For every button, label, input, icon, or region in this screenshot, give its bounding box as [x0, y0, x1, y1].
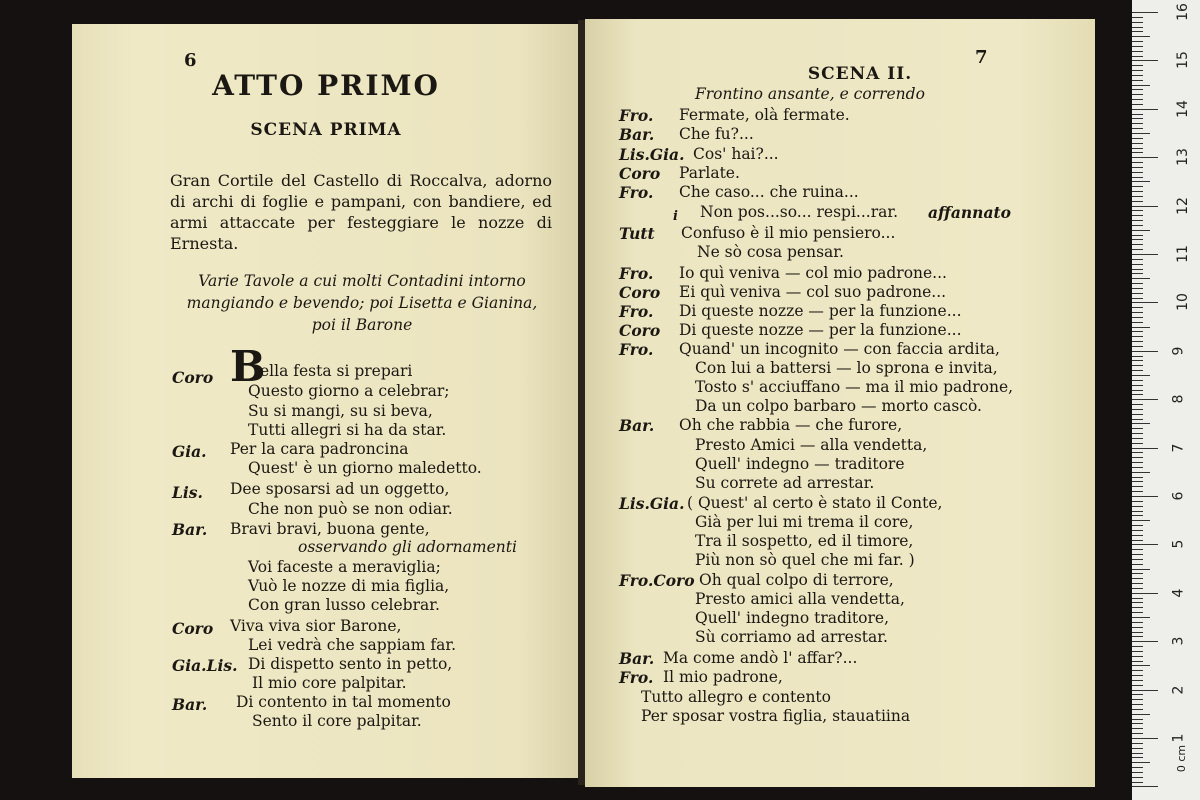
- ruler-tick: [1132, 196, 1143, 197]
- ruler-tick: [1132, 428, 1143, 429]
- speaker: Fro.: [619, 302, 654, 321]
- ruler-tick: [1132, 365, 1143, 366]
- ruler-tick: [1132, 177, 1143, 178]
- ruler-tick: [1132, 172, 1143, 173]
- verse-line: Di dispetto sento in petto,: [248, 655, 453, 673]
- ruler-tick: [1132, 273, 1143, 274]
- ruler-tick: [1132, 148, 1143, 149]
- speaker: Fro.: [619, 106, 654, 125]
- page-number: 7: [975, 47, 988, 68]
- ruler-tick: [1132, 399, 1158, 400]
- ruler-tick: [1132, 278, 1150, 279]
- ruler-number: 9: [1170, 346, 1187, 356]
- verse-line: Ei quì veniva — col suo padrone...: [679, 283, 947, 301]
- verse-line: Su si mangi, su si beva,: [248, 402, 433, 420]
- ruler-tick: [1132, 578, 1143, 579]
- speaker: Coro: [619, 283, 661, 302]
- ruler-number: 7: [1170, 443, 1187, 453]
- ruler-tick: [1132, 535, 1143, 536]
- ruler-tick: [1132, 573, 1143, 574]
- verse-line: Viva viva sior Barone,: [230, 617, 402, 635]
- ruler-tick: [1132, 414, 1143, 415]
- ruler-tick: [1132, 723, 1143, 724]
- ruler-tick: [1132, 75, 1143, 76]
- speaker: Bar.: [172, 695, 208, 714]
- ruler-tick: [1132, 496, 1158, 497]
- ruler-tick: [1132, 104, 1143, 105]
- ruler-tick: [1132, 777, 1143, 778]
- ruler-tick: [1132, 549, 1143, 550]
- ruler-tick: [1132, 704, 1143, 705]
- ruler-tick: [1132, 636, 1143, 637]
- scene-title: SCENA PRIMA: [250, 120, 402, 140]
- ruler-tick: [1132, 181, 1150, 182]
- speaker: Bar.: [619, 649, 655, 668]
- ruler-tick: [1132, 331, 1143, 332]
- ruler-tick: [1132, 753, 1143, 754]
- verse-line: Che non può se non odiar.: [248, 500, 453, 518]
- verse-line: Quest' è un giorno maledetto.: [248, 459, 482, 477]
- ruler-number: 8: [1170, 394, 1187, 404]
- ruler-tick: [1132, 283, 1143, 284]
- ruler-tick: [1132, 346, 1143, 347]
- ruler-tick: [1132, 438, 1143, 439]
- ruler-number: 11: [1174, 245, 1191, 263]
- ruler-unit: 0 cm: [1175, 744, 1189, 773]
- speaker: Gia.: [172, 442, 207, 461]
- verse-line: Lei vedrà che sappiam far.: [248, 636, 457, 654]
- verse-line: Questo giorno a celebrar;: [248, 382, 450, 400]
- ruler-tick: [1132, 733, 1143, 734]
- verse-line: Bravi bravi, buona gente,: [230, 520, 430, 538]
- ruler-tick: [1132, 690, 1158, 691]
- verse-line: Su correte ad arrestar.: [695, 474, 875, 492]
- ruler-tick: [1132, 27, 1143, 28]
- verse-line: Quell' indegno traditore,: [695, 609, 889, 627]
- verse-line: Di queste nozze — per la funzione...: [679, 321, 962, 339]
- verse-line: Voi faceste a meraviglia;: [248, 558, 441, 576]
- verse-line: ella festa si prepari: [260, 362, 413, 380]
- ruler-tick: [1132, 244, 1143, 245]
- ruler-tick: [1132, 515, 1143, 516]
- ruler-tick: [1132, 786, 1158, 787]
- ruler-tick: [1132, 152, 1143, 153]
- ruler-tick: [1132, 477, 1143, 478]
- ruler-tick: [1132, 452, 1143, 453]
- verse-line: Tra il sospetto, ed il timore,: [695, 532, 914, 550]
- ruler-tick: [1132, 60, 1158, 61]
- ruler-tick: [1132, 17, 1143, 18]
- ruler-tick: [1132, 486, 1143, 487]
- speaker: Fro.: [619, 340, 654, 359]
- speaker: Bar.: [619, 416, 655, 435]
- verse-line: Più non sò quel che mi far. ): [695, 551, 915, 569]
- verse-line: Con gran lusso celebrar.: [248, 596, 440, 614]
- ruler-tick: [1132, 22, 1143, 23]
- ruler-tick: [1132, 341, 1143, 342]
- ruler-tick: [1132, 254, 1158, 255]
- ruler-tick: [1132, 269, 1143, 270]
- ruler-tick: [1132, 133, 1150, 134]
- page-number: 6: [184, 50, 197, 71]
- ruler-tick: [1132, 99, 1143, 100]
- ruler-tick: [1132, 607, 1143, 608]
- ruler-tick: [1132, 220, 1143, 221]
- ruler-number: 1: [1170, 733, 1187, 743]
- ruler-tick: [1132, 186, 1143, 187]
- ruler-number: 6: [1170, 491, 1187, 501]
- ruler-tick: [1132, 201, 1143, 202]
- stage-direction-inline: osservando gli adornamenti: [298, 538, 517, 556]
- verse-line: Presto amici alla vendetta,: [695, 590, 905, 608]
- ruler-tick: [1132, 123, 1143, 124]
- ruler-tick: [1132, 302, 1158, 303]
- measurement-ruler: [1132, 0, 1200, 800]
- ruler-tick: [1132, 544, 1158, 545]
- speaker: Gia.Lis.: [172, 656, 238, 675]
- ruler-tick: [1132, 419, 1143, 420]
- verse-line: Quand' un incognito — con faccia ardita,: [679, 340, 1000, 358]
- ruler-number: 16: [1174, 3, 1191, 21]
- ruler-tick: [1132, 748, 1143, 749]
- verse-line: Da un colpo barbaro — morto cascò.: [695, 397, 982, 415]
- verse-line: Di contento in tal momento: [236, 693, 451, 711]
- ruler-tick: [1132, 80, 1143, 81]
- ruler-tick: [1132, 593, 1158, 594]
- verse-line: Vuò le nozze di mia figlia,: [248, 577, 450, 595]
- ruler-tick: [1132, 559, 1143, 560]
- ruler-tick: [1132, 409, 1143, 410]
- ruler-tick: [1132, 293, 1143, 294]
- ruler-tick: [1132, 327, 1150, 328]
- ruler-number: 12: [1174, 196, 1191, 215]
- speaker: Lis.: [172, 483, 203, 502]
- speaker: Fro.: [619, 264, 654, 283]
- ruler-tick: [1132, 36, 1150, 37]
- ruler-tick: [1132, 767, 1143, 768]
- ruler-tick: [1132, 520, 1150, 521]
- ruler-tick: [1132, 680, 1143, 681]
- verse-line: Confuso è il mio pensiero...: [681, 224, 896, 242]
- ruler-tick: [1132, 506, 1143, 507]
- ruler-tick: [1132, 501, 1143, 502]
- ruler-tick: [1132, 443, 1143, 444]
- ruler-tick: [1132, 138, 1143, 139]
- ruler-tick: [1132, 757, 1143, 758]
- ruler-tick: [1132, 651, 1143, 652]
- ruler-tick: [1132, 230, 1150, 231]
- ruler-tick: [1132, 390, 1143, 391]
- ruler-tick: [1132, 448, 1158, 449]
- ruler-tick: [1132, 128, 1143, 129]
- ruler-tick: [1132, 665, 1150, 666]
- ruler-tick: [1132, 685, 1143, 686]
- ruler-tick: [1132, 554, 1143, 555]
- verse-line: Che fu?...: [679, 125, 754, 143]
- verse-line: Quell' indegno — traditore: [695, 455, 905, 473]
- ruler-tick: [1132, 641, 1158, 642]
- ruler-tick: [1132, 12, 1158, 13]
- verse-line: Già per lui mi trema il core,: [695, 513, 914, 531]
- ruler-tick: [1132, 298, 1143, 299]
- verse-line: Dee sposarsi ad un oggetto,: [230, 480, 450, 498]
- verse-line: Tutto allegro e contento: [641, 688, 831, 706]
- ruler-tick: [1132, 583, 1143, 584]
- verse-line: Oh che rabbia — che furore,: [679, 416, 903, 434]
- ruler-tick: [1132, 530, 1143, 531]
- speaker: Coro: [619, 321, 661, 340]
- speaker: Coro: [172, 619, 214, 638]
- scene-title: SCENA II.: [807, 64, 913, 84]
- ruler-tick: [1132, 118, 1143, 119]
- speaker: Coro: [172, 368, 214, 387]
- ruler-tick: [1132, 46, 1143, 47]
- ruler-tick: [1132, 360, 1143, 361]
- ruler-tick: [1132, 564, 1143, 565]
- ruler-tick: [1132, 588, 1143, 589]
- ruler-tick: [1132, 89, 1143, 90]
- verse-line: Tosto s' acciuffano — ma il mio padrone,: [695, 378, 1014, 396]
- verse-line: Non pos...so... respi...rar.: [700, 203, 898, 221]
- ruler-tick: [1132, 719, 1143, 720]
- ruler-tick: [1132, 714, 1150, 715]
- ruler-tick: [1132, 109, 1158, 110]
- ruler-tick: [1132, 656, 1143, 657]
- left-page: [72, 24, 580, 778]
- ruler-tick: [1132, 336, 1143, 337]
- ruler-tick: [1132, 540, 1143, 541]
- ruler-tick: [1132, 385, 1143, 386]
- verse-line: Di queste nozze — per la funzione...: [679, 302, 962, 320]
- ruler-tick: [1132, 31, 1143, 32]
- ruler-tick: [1132, 598, 1143, 599]
- ruler-number: 14: [1174, 99, 1191, 118]
- ruler-tick: [1132, 206, 1158, 207]
- ruler-tick: [1132, 94, 1143, 95]
- act-title: ATTO PRIMO: [212, 69, 440, 102]
- ruler-tick: [1132, 617, 1150, 618]
- ruler-tick: [1132, 743, 1143, 744]
- ruler-tick: [1132, 351, 1158, 352]
- ruler-tick: [1132, 307, 1143, 308]
- ruler-tick: [1132, 70, 1143, 71]
- verse-line: Il mio padrone,: [663, 668, 783, 686]
- stage-direction-inline: affannato: [928, 203, 1011, 222]
- speaker: Tutt: [619, 224, 655, 243]
- stage-direction: Frontino ansante, e correndo: [695, 85, 925, 103]
- ruler-tick: [1132, 322, 1143, 323]
- ruler-tick: [1132, 404, 1143, 405]
- ruler-tick: [1132, 472, 1150, 473]
- ruler-tick: [1132, 511, 1143, 512]
- setting-description: Gran Cortile del Castello di Roccalva, adorno di archi di foglie e pampani, con bandiere, ed armi attaccate per festeggiare le nozze di Ernesta.: [170, 171, 552, 253]
- ruler-tick: [1132, 632, 1143, 633]
- verse-line: Parlate.: [679, 164, 740, 182]
- speaker: Bar.: [172, 520, 208, 539]
- ruler-tick: [1132, 370, 1143, 371]
- ruler-number: 2: [1170, 685, 1187, 695]
- speaker: Fro.: [619, 183, 654, 202]
- ruler-tick: [1132, 249, 1143, 250]
- verse-line: Oh qual colpo di terrore,: [699, 571, 894, 589]
- ruler-tick: [1132, 264, 1143, 265]
- speaker: Fro.Coro: [619, 571, 695, 590]
- ruler-tick: [1132, 694, 1143, 695]
- verse-line: Che caso... che ruina...: [679, 183, 859, 201]
- verse-line: Per sposar vostra figlia, stauatiina: [641, 707, 911, 725]
- ruler-tick: [1132, 215, 1143, 216]
- ruler-number: 10: [1174, 293, 1191, 312]
- ruler-tick: [1132, 622, 1143, 623]
- ruler-tick: [1132, 661, 1143, 662]
- speaker: Bar.: [619, 125, 655, 144]
- verse-line: Tutti allegri si ha da star.: [248, 421, 447, 439]
- right-page: [585, 19, 1095, 787]
- ruler-tick: [1132, 235, 1143, 236]
- ruler-tick: [1132, 317, 1143, 318]
- ruler-tick: [1132, 491, 1143, 492]
- ruler-tick: [1132, 602, 1143, 603]
- ruler-tick: [1132, 157, 1158, 158]
- ruler-tick: [1132, 56, 1143, 57]
- ruler-tick: [1132, 65, 1143, 66]
- ruler-number: 5: [1170, 539, 1187, 549]
- ruler-number: 15: [1174, 51, 1191, 70]
- ruler-tick: [1132, 225, 1143, 226]
- ruler-tick: [1132, 239, 1143, 240]
- speaker: i: [673, 209, 678, 224]
- ruler-tick: [1132, 143, 1143, 144]
- verse-line: Cos' hai?...: [693, 145, 779, 163]
- ruler-tick: [1132, 51, 1143, 52]
- ruler-number: 4: [1170, 588, 1187, 598]
- ruler-tick: [1132, 699, 1143, 700]
- verse-line: Per la cara padroncina: [230, 440, 409, 458]
- ruler-tick: [1132, 433, 1143, 434]
- speaker: Fro.: [619, 668, 654, 687]
- speaker: Coro: [619, 164, 661, 183]
- verse-line: Il mio core palpitar.: [252, 674, 407, 692]
- ruler-tick: [1132, 772, 1143, 773]
- ruler-number: 3: [1170, 636, 1187, 646]
- ruler-tick: [1132, 41, 1143, 42]
- speaker: Lis.Gia.: [619, 494, 685, 513]
- verse-line: Presto Amici — alla vendetta,: [695, 436, 928, 454]
- ruler-tick: [1132, 375, 1150, 376]
- ruler-tick: [1132, 114, 1143, 115]
- verse-line: Sù corriamo ad arrestar.: [695, 628, 888, 646]
- verse-line: Sento il core palpitar.: [252, 712, 422, 730]
- verse-line: Con lui a battersi — lo sprona e invita,: [695, 359, 998, 377]
- verse-line: Ma come andò l' affar?...: [663, 649, 858, 667]
- ruler-tick: [1132, 457, 1143, 458]
- ruler-tick: [1132, 782, 1143, 783]
- ruler-tick: [1132, 481, 1143, 482]
- verse-line: ( Quest' al certo è stato il Conte,: [687, 494, 943, 512]
- ruler-tick: [1132, 259, 1143, 260]
- ruler-tick: [1132, 569, 1150, 570]
- verse-line: Fermate, olà fermate.: [679, 106, 850, 124]
- ruler-tick: [1132, 525, 1143, 526]
- ruler-tick: [1132, 462, 1143, 463]
- ruler-tick: [1132, 646, 1143, 647]
- ruler-tick: [1132, 762, 1150, 763]
- ruler-tick: [1132, 467, 1143, 468]
- speaker: Lis.Gia.: [619, 145, 685, 164]
- ruler-tick: [1132, 728, 1143, 729]
- verse-line: Io quì veniva — col mio padrone...: [679, 264, 947, 282]
- ruler-tick: [1132, 380, 1143, 381]
- ruler-tick: [1132, 288, 1143, 289]
- ruler-tick: [1132, 675, 1143, 676]
- drop-cap: B: [230, 342, 266, 391]
- ruler-tick: [1132, 85, 1150, 86]
- ruler-tick: [1132, 423, 1150, 424]
- verse-line: Ne sò cosa pensar.: [697, 243, 844, 261]
- ruler-tick: [1132, 670, 1143, 671]
- ruler-tick: [1132, 612, 1143, 613]
- ruler-tick: [1132, 356, 1143, 357]
- ruler-tick: [1132, 191, 1143, 192]
- ruler-tick: [1132, 210, 1143, 211]
- ruler-tick: [1132, 738, 1158, 739]
- stage-direction: Varie Tavole a cui molti Contadini intorno mangiando e bevendo; poi Lisetta e Gianina, poi il Barone: [186, 272, 538, 334]
- ruler-tick: [1132, 627, 1143, 628]
- ruler-tick: [1132, 709, 1143, 710]
- ruler-tick: [1132, 167, 1143, 168]
- ruler-tick: [1132, 162, 1143, 163]
- ruler-number: 13: [1174, 148, 1191, 167]
- ruler-tick: [1132, 312, 1143, 313]
- ruler-tick: [1132, 394, 1143, 395]
